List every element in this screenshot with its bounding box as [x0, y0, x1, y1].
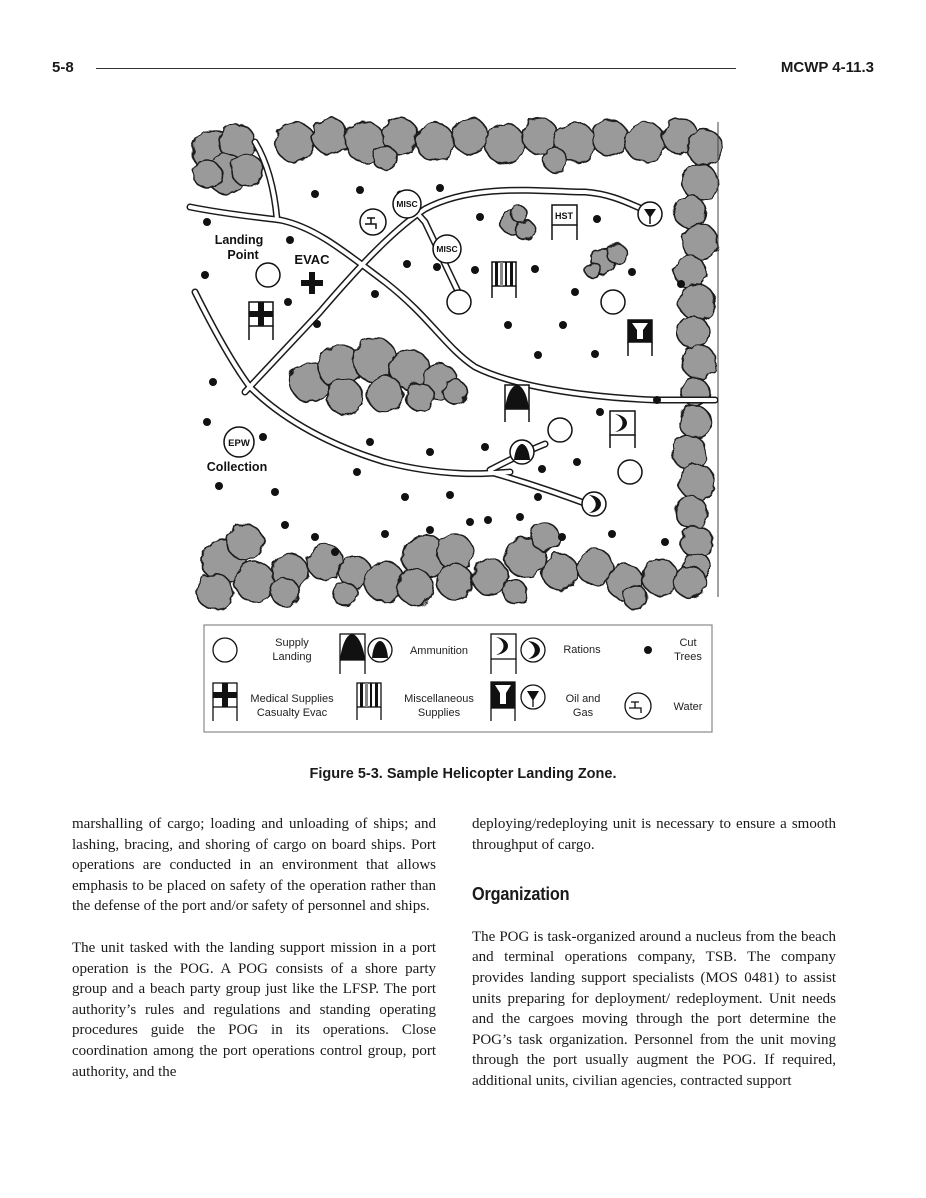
cut-tree-dot	[311, 533, 319, 541]
paragraph: deploying/redeploying unit is necessary to ensure a smooth throughput of cargo.	[472, 816, 836, 853]
rations-flag-marker	[610, 411, 635, 448]
ammunition-flag-marker	[505, 385, 529, 422]
cut-tree-dot	[608, 530, 616, 538]
helicopter-landing-zone-figure	[185, 112, 730, 737]
cut-tree-dot	[426, 448, 434, 456]
legend-label-rations: Rations	[563, 644, 601, 656]
epw-label: EPW	[228, 438, 250, 449]
legend-label-medical: Casualty Evac	[256, 707, 328, 719]
legend-cut-trees-icon	[644, 646, 652, 654]
supply-landing-circle	[256, 263, 280, 287]
cut-tree-dot	[628, 268, 636, 276]
cut-tree-dot	[271, 488, 279, 496]
cut-tree-dot	[484, 516, 492, 524]
cut-tree-dot	[596, 408, 604, 416]
cut-tree-dot	[538, 465, 546, 473]
legend-label-cut-trees: Trees	[674, 651, 702, 663]
legend-label-miscellaneous: Miscellaneous	[404, 693, 474, 705]
cut-tree-dot	[215, 482, 223, 490]
legend-label-ammunition: Ammunition	[409, 645, 469, 657]
landing-zone-map	[185, 112, 730, 737]
oil-gas-circle-marker	[638, 202, 662, 226]
running-header	[50, 56, 876, 80]
cut-tree-dot	[591, 350, 599, 358]
cut-tree-dot	[471, 266, 479, 274]
cut-tree-dot	[401, 493, 409, 501]
paragraph: The POG is task-organized around a nucleus from the beach and terminal operations company, TSB. The company provides landing support specialists (MOS 0481) to assist units preparing for deployment/ redeployment. Unit needs and the cargoes moving through the port determine the POG’s task organization. Personnel from the unit moving through the port usually augment the POG. If required, additional units, civilian agencies, contracted support	[472, 928, 836, 1089]
legend-label-supply: Landing	[272, 651, 312, 663]
cut-tree-dot	[476, 213, 484, 221]
cut-tree-dot	[426, 526, 434, 534]
supply-landing-circle	[618, 460, 642, 484]
cut-tree-dot	[201, 271, 209, 279]
cut-tree-dot	[677, 280, 685, 288]
cut-tree-dot	[209, 378, 217, 386]
misc-label: MISC	[436, 244, 458, 254]
cut-tree-dot	[366, 438, 374, 446]
cut-tree-dot	[381, 530, 389, 538]
tree-cluster-middle	[290, 338, 467, 415]
landing-point-label: Point	[227, 248, 259, 262]
cut-tree-dot	[534, 493, 542, 501]
cut-tree-dot	[286, 236, 294, 244]
supply-landing-circle	[601, 290, 625, 314]
misc-label: MISC	[396, 199, 418, 209]
cut-tree-dot	[433, 263, 441, 271]
cut-tree-dot	[516, 513, 524, 521]
supply-landing-circle	[548, 418, 572, 442]
cut-tree-dot	[203, 418, 211, 426]
cut-tree-dot	[593, 215, 601, 223]
cut-tree-dot	[371, 290, 379, 298]
tree-cluster-small-1	[500, 206, 535, 240]
cut-tree-dot	[571, 288, 579, 296]
legend-label-cut-trees: Cut	[679, 637, 697, 649]
cut-tree-dot	[403, 260, 411, 268]
supply-landing-circle	[447, 290, 471, 314]
page-number: 5-8	[52, 59, 74, 76]
cut-tree-dot	[259, 433, 267, 441]
cut-tree-dot	[356, 186, 364, 194]
evac-cross-icon	[301, 272, 323, 294]
cut-tree-dot	[504, 321, 512, 329]
legend-label-oil-gas: Gas	[572, 707, 594, 719]
cut-tree-dot	[466, 518, 474, 526]
cut-tree-dot	[559, 321, 567, 329]
cut-tree-dot	[331, 548, 339, 556]
medical-supplies-marker	[249, 302, 273, 340]
cut-tree-dot	[534, 351, 542, 359]
cut-tree-dot	[446, 491, 454, 499]
cut-tree-dot	[481, 443, 489, 451]
paragraph: The unit tasked with the landing support mission in a port operation is the POG. A POG consists of a shore party group and a beach party group just like the LFSP. The port authority’s rules and regulations and standing operating procedures guide the POG in its operations. Close coordination among the port operations control group, port authority, and the	[72, 939, 436, 1080]
ammunition-circle-marker	[510, 440, 534, 464]
collection-label: Collection	[206, 460, 268, 474]
cut-tree-dot	[353, 468, 361, 476]
hst-label: HST	[555, 211, 573, 221]
cut-tree-dot	[573, 458, 581, 466]
right-column	[472, 814, 836, 1092]
oil-gas-flag-marker	[628, 320, 652, 356]
water-marker	[360, 209, 386, 235]
cut-tree-dot	[531, 265, 539, 273]
cut-tree-dot	[661, 538, 669, 546]
header-rule	[96, 68, 736, 69]
figure-caption: Figure 5-3. Sample Helicopter Landing Zone.	[309, 766, 617, 782]
tree-cluster-top-left	[193, 124, 263, 194]
rations-circle-marker	[582, 492, 606, 516]
cut-tree-dot	[313, 320, 321, 328]
legend-water-icon	[625, 693, 651, 719]
miscellaneous-supplies-marker	[492, 262, 516, 298]
landing-point-label: Landing	[214, 233, 264, 247]
evac-label: EVAC	[294, 252, 330, 267]
legend-supply-icon	[213, 638, 237, 662]
cut-tree-dot	[436, 184, 444, 192]
tree-cluster-top	[275, 118, 723, 172]
cut-tree-dot	[281, 521, 289, 529]
legend-label-supply: Supply	[275, 637, 309, 649]
cut-tree-dot	[203, 218, 211, 226]
legend-label-miscellaneous: Supplies	[417, 707, 461, 719]
legend-label-medical: Medical Supplies	[250, 693, 334, 705]
tree-cluster-small-2	[585, 244, 627, 278]
paragraph: marshalling of cargo; loading and unloading of ships; and lashing, bracing, and shoring of cargo on board ships. Port operations are conducted in an environment that allows emphasis to be placed on safety of the operation rather than the defense of the port and/or safety of personnel and ships.	[72, 816, 436, 915]
cut-tree-dot	[653, 396, 661, 404]
tree-cluster-right	[672, 164, 718, 581]
cut-tree-dot	[284, 298, 292, 306]
legend-label-water: Water	[673, 701, 703, 713]
publication-id: MCWP 4-11.3	[780, 59, 874, 76]
legend-label-oil-gas: Oil and	[565, 693, 601, 705]
tree-cluster-bottom	[197, 523, 706, 610]
cut-tree-dot	[311, 190, 319, 198]
cut-tree-dot	[558, 533, 566, 541]
legend	[204, 625, 712, 732]
left-column	[72, 814, 436, 1082]
section-heading: Organization	[472, 883, 570, 905]
